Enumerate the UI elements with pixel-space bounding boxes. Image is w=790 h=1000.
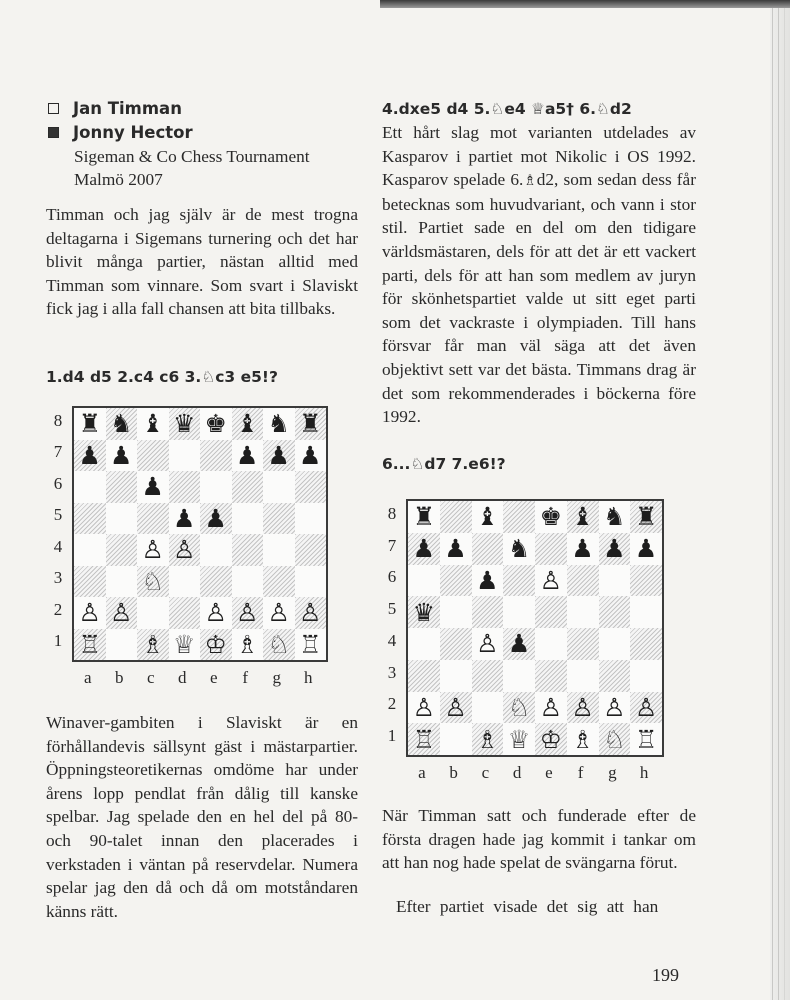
square-f7 (567, 533, 599, 565)
square-a4 (408, 628, 440, 660)
black-knight-icon: ♞ (110, 409, 133, 439)
square-b7 (440, 533, 472, 565)
square-c6 (472, 565, 504, 597)
event-place-year: Malmö 2007 (74, 170, 163, 189)
black-pawn-icon: ♟ (507, 629, 531, 659)
black-bishop-icon: ♝ (141, 409, 164, 439)
square-f5 (567, 596, 599, 628)
moves-text: e4 (504, 100, 532, 118)
square-c2 (472, 692, 504, 724)
square-a1 (408, 723, 440, 755)
square-d3 (503, 660, 535, 692)
square-d4 (169, 534, 201, 566)
square-h7 (630, 533, 662, 565)
square-c2 (137, 597, 169, 629)
square-f8 (232, 408, 264, 440)
file-label: d (512, 763, 522, 782)
square-d5 (169, 503, 201, 535)
square-f5 (232, 503, 264, 535)
black-rook-icon: ♜ (412, 502, 436, 532)
square-g7 (263, 440, 295, 472)
square-g5 (263, 503, 295, 535)
white-pawn-icon: ♙ (539, 565, 563, 595)
square-f2 (567, 692, 599, 724)
file-label: c (146, 668, 155, 687)
rank-label: 7 (387, 535, 397, 555)
comment-text: Ett hårt slag mot varianten utdelades av Kasparov i partiet mot Nikolic i OS 1992. Kasparov spelade 6. (382, 123, 696, 190)
square-f3 (567, 660, 599, 692)
white-bishop-icon: ♗ (571, 724, 594, 754)
square-g3 (263, 566, 295, 598)
black-bishop-icon: ♝ (236, 409, 259, 439)
page-edge-line (778, 8, 779, 1000)
bishop-figurine-icon: ♗ (523, 171, 537, 190)
square-f3 (232, 566, 264, 598)
square-a2 (408, 692, 440, 724)
moves-heading-2 (382, 100, 696, 118)
moves-text: d2 (609, 100, 632, 118)
rank-label: 7 (53, 442, 63, 462)
square-e2 (535, 692, 567, 724)
square-g3 (599, 660, 631, 692)
black-pawn-icon: ♟ (236, 440, 259, 470)
intro-paragraph: Timman och jag själv är de mest trogna deltagarna i Sigemans turnering och det har blivit många partier, nästan alltid med Timman som vinnare. Som svart i Slaviskt fick jag i alla fall chansen att bita tillbaks. (46, 205, 358, 319)
moves-text: 6... (382, 455, 411, 473)
event-name: Sigeman & Co Chess Tournament (74, 147, 310, 166)
square-g1 (599, 723, 631, 755)
rank-label: 4 (53, 536, 63, 556)
rank-label: 6 (53, 473, 63, 493)
black-pawn-icon: ♟ (204, 503, 227, 533)
square-f4 (567, 628, 599, 660)
rank-label: 3 (387, 662, 397, 682)
black-bishop-icon: ♝ (571, 502, 594, 532)
white-knight-icon: ♘ (141, 566, 164, 596)
file-label: h (304, 668, 313, 687)
white-pawn-icon: ♙ (78, 598, 101, 628)
square-h5 (630, 596, 662, 628)
page-edge-shadow (770, 0, 790, 1000)
square-e1 (200, 629, 232, 661)
square-a6 (408, 565, 440, 597)
comment-text: d2, som sedan dess får betecknas som huvudvariant, och vann i stor stil. Partiet sade en del om den tidigare världsmästaren, dels för att det är ett vackert parti, dels för att han som medlem av juryn för skönhetspartiet valde ut sitt eget parti som det vackraste i olympiaden. Till hans försvar får man väl säga att det även objektivt sett var det bästa. Timmans drag är det som rekommenderades i böckerna före 1992. (382, 170, 696, 427)
square-e6 (535, 565, 567, 597)
white-rook-icon: ♖ (412, 724, 436, 754)
square-b6 (440, 565, 472, 597)
black-rook-icon: ♜ (78, 409, 101, 439)
square-a3 (408, 660, 440, 692)
knight-figurine-icon: ♘ (490, 100, 505, 118)
file-label: f (577, 763, 584, 782)
hollow-square-icon (48, 103, 59, 114)
square-c7 (472, 533, 504, 565)
square-c5 (472, 596, 504, 628)
square-g6 (599, 565, 631, 597)
square-c5 (137, 503, 169, 535)
square-e8 (535, 501, 567, 533)
square-c8 (472, 501, 504, 533)
file-label: e (545, 763, 553, 782)
moves-text: 4.dxe5 d4 5. (382, 100, 491, 118)
page-edge-line (772, 8, 773, 1000)
square-a8 (74, 408, 106, 440)
square-f4 (232, 534, 264, 566)
square-a3 (74, 566, 106, 598)
square-h3 (630, 660, 662, 692)
white-pawn-icon: ♙ (236, 598, 259, 628)
square-d2 (503, 692, 535, 724)
square-d5 (503, 596, 535, 628)
square-b3 (440, 660, 472, 692)
square-a4 (74, 534, 106, 566)
black-pawn-icon: ♟ (571, 534, 594, 564)
square-f1 (232, 629, 264, 661)
rank-label: 1 (53, 631, 63, 651)
square-b8 (440, 501, 472, 533)
chessboard (72, 406, 328, 662)
white-pawn-icon: ♙ (444, 692, 467, 722)
moves-heading-1 (46, 368, 358, 386)
square-d6 (169, 471, 201, 503)
square-g2 (599, 692, 631, 724)
black-pawn-icon: ♟ (603, 534, 626, 564)
black-pawn-icon: ♟ (141, 472, 164, 502)
square-g8 (263, 408, 295, 440)
square-g2 (263, 597, 295, 629)
square-f6 (567, 565, 599, 597)
timman-paragraph: När Timman satt och funderade efter de första dragen hade jag kommit i tankar om att han nog hade spelat de svängarna förut. (382, 806, 696, 873)
file-label: a (418, 763, 426, 782)
square-b2 (440, 692, 472, 724)
white-queen-icon: ♕ (507, 724, 531, 754)
square-e4 (200, 534, 232, 566)
square-h8 (630, 501, 662, 533)
moves-text: c3 e5!? (215, 368, 278, 386)
square-f7 (232, 440, 264, 472)
rank-label: 2 (387, 694, 397, 714)
file-label: h (639, 763, 649, 782)
black-rook-icon: ♜ (299, 409, 322, 439)
square-a8 (408, 501, 440, 533)
scan-top-shadow (380, 0, 790, 8)
black-pawn-icon: ♟ (173, 503, 196, 533)
square-a5 (74, 503, 106, 535)
black-pawn-icon: ♟ (444, 534, 467, 564)
white-king-icon: ♔ (204, 629, 227, 659)
square-f8 (567, 501, 599, 533)
square-g4 (599, 628, 631, 660)
file-label: g (608, 763, 617, 782)
square-e6 (200, 471, 232, 503)
knight-figurine-icon: ♘ (410, 455, 425, 473)
white-rook-icon: ♖ (299, 629, 322, 659)
black-knight-icon: ♞ (603, 502, 626, 532)
white-bishop-icon: ♗ (236, 629, 259, 659)
black-pawn-icon: ♟ (299, 440, 322, 470)
rank-label: 5 (387, 599, 397, 619)
page-edge-line (784, 8, 785, 1000)
white-knight-icon: ♘ (267, 629, 290, 659)
white-pawn-icon: ♙ (476, 629, 499, 659)
square-e4 (535, 628, 567, 660)
square-b4 (440, 628, 472, 660)
white-rook-icon: ♖ (634, 724, 658, 754)
square-h3 (295, 566, 327, 598)
square-d1 (169, 629, 201, 661)
square-e1 (535, 723, 567, 755)
square-h8 (295, 408, 327, 440)
white-pawn-icon: ♙ (299, 598, 322, 628)
moves-text: a5† 6. (544, 100, 597, 118)
square-b5 (440, 596, 472, 628)
white-player (48, 97, 310, 121)
white-king-icon: ♔ (539, 724, 563, 754)
black-queen-icon: ♛ (173, 409, 196, 439)
square-b1 (106, 629, 138, 661)
square-c6 (137, 471, 169, 503)
file-label: f (242, 668, 249, 687)
rank-label: 8 (387, 503, 397, 523)
black-pawn-icon: ♟ (110, 440, 133, 470)
white-pawn-icon: ♙ (173, 535, 196, 565)
square-d1 (503, 723, 535, 755)
square-e3 (535, 660, 567, 692)
square-b1 (440, 723, 472, 755)
square-h6 (630, 565, 662, 597)
square-e8 (200, 408, 232, 440)
square-b4 (106, 534, 138, 566)
square-h1 (630, 723, 662, 755)
square-h4 (295, 534, 327, 566)
file-label: a (83, 668, 92, 687)
file-label: b (115, 668, 124, 687)
rank-label: 3 (53, 568, 63, 588)
black-pawn-icon: ♟ (412, 534, 436, 564)
white-pawn-icon: ♙ (571, 692, 594, 722)
black-player (48, 121, 310, 145)
black-player-name: Jonny Hector (73, 123, 193, 142)
white-bishop-icon: ♗ (476, 724, 499, 754)
square-d2 (169, 597, 201, 629)
square-h7 (295, 440, 327, 472)
file-label: e (209, 668, 218, 687)
square-c4 (137, 534, 169, 566)
rank-label: 2 (53, 599, 63, 619)
white-pawn-icon: ♙ (110, 598, 133, 628)
square-c4 (472, 628, 504, 660)
square-h5 (295, 503, 327, 535)
square-a7 (408, 533, 440, 565)
square-a5 (408, 596, 440, 628)
knight-figurine-icon: ♘ (201, 368, 216, 386)
square-d6 (503, 565, 535, 597)
square-g1 (263, 629, 295, 661)
chessboard (406, 499, 664, 757)
page-number: 199 (652, 965, 679, 985)
white-pawn-icon: ♙ (412, 692, 436, 722)
rank-label: 6 (387, 567, 397, 587)
black-knight-icon: ♞ (267, 409, 290, 439)
file-label: b (449, 763, 458, 782)
white-player-name: Jan Timman (73, 99, 182, 118)
square-e3 (200, 566, 232, 598)
square-b8 (106, 408, 138, 440)
queen-figurine-icon: ♕ (531, 100, 545, 118)
square-a2 (74, 597, 106, 629)
white-queen-icon: ♕ (173, 629, 196, 659)
square-d4 (503, 628, 535, 660)
square-f2 (232, 597, 264, 629)
square-h1 (295, 629, 327, 661)
square-g4 (263, 534, 295, 566)
white-knight-icon: ♘ (507, 692, 531, 722)
white-pawn-icon: ♙ (634, 692, 658, 722)
square-g5 (599, 596, 631, 628)
square-h2 (630, 692, 662, 724)
square-g6 (263, 471, 295, 503)
black-bishop-icon: ♝ (476, 502, 499, 532)
square-h6 (295, 471, 327, 503)
square-a1 (74, 629, 106, 661)
rank-label: 5 (53, 505, 63, 525)
square-d3 (169, 566, 201, 598)
square-e5 (535, 596, 567, 628)
moves-text: 1.d4 d5 2.c4 c6 3. (46, 368, 202, 386)
square-f1 (567, 723, 599, 755)
black-rook-icon: ♜ (634, 502, 658, 532)
moves-heading-3 (382, 455, 696, 473)
square-c8 (137, 408, 169, 440)
white-pawn-icon: ♙ (603, 692, 626, 722)
file-label: c (481, 763, 490, 782)
square-d7 (169, 440, 201, 472)
square-c3 (472, 660, 504, 692)
filled-square-icon (48, 127, 59, 138)
square-b3 (106, 566, 138, 598)
square-c1 (137, 629, 169, 661)
white-pawn-icon: ♙ (267, 598, 290, 628)
square-e5 (200, 503, 232, 535)
square-a6 (74, 471, 106, 503)
square-c3 (137, 566, 169, 598)
square-d8 (503, 501, 535, 533)
black-queen-icon: ♛ (412, 597, 436, 627)
file-label: g (272, 668, 281, 687)
square-a7 (74, 440, 106, 472)
black-king-icon: ♚ (539, 502, 563, 532)
black-pawn-icon: ♟ (476, 565, 499, 595)
file-label: d (178, 668, 187, 687)
square-g8 (599, 501, 631, 533)
square-b2 (106, 597, 138, 629)
rank-label: 4 (387, 630, 397, 650)
kasparov-paragraph (382, 121, 696, 429)
square-h4 (630, 628, 662, 660)
white-rook-icon: ♖ (78, 629, 101, 659)
square-e7 (535, 533, 567, 565)
black-knight-icon: ♞ (507, 534, 531, 564)
white-pawn-icon: ♙ (204, 598, 227, 628)
square-e7 (200, 440, 232, 472)
rank-label: 8 (53, 410, 63, 430)
winaver-paragraph: Winaver-gambiten i Slaviskt är en förhållandevis sällsynt gäst i mästarpartier. Öppningsteoretikernas omdöme har under årens lopp pendlat från dålig till kanske spelbar. Jag spelade den en hel del på 80- och 90-talet innan den placerades i verkstaden i väntan på reservdelar. Numera spelar jag den då och då om motståndaren känns rätt. (46, 713, 358, 921)
square-b6 (106, 471, 138, 503)
white-pawn-icon: ♙ (539, 692, 563, 722)
square-d7 (503, 533, 535, 565)
square-h2 (295, 597, 327, 629)
black-pawn-icon: ♟ (634, 534, 658, 564)
white-knight-icon: ♘ (603, 724, 626, 754)
square-b7 (106, 440, 138, 472)
square-b5 (106, 503, 138, 535)
moves-text: d7 7.e6!? (424, 455, 506, 473)
square-g7 (599, 533, 631, 565)
black-pawn-icon: ♟ (267, 440, 290, 470)
black-king-icon: ♚ (204, 409, 227, 439)
square-c7 (137, 440, 169, 472)
square-d8 (169, 408, 201, 440)
white-bishop-icon: ♗ (141, 629, 164, 659)
after-game-paragraph: Efter partiet visade det sig att han (396, 897, 659, 916)
square-e2 (200, 597, 232, 629)
black-pawn-icon: ♟ (78, 440, 101, 470)
square-c1 (472, 723, 504, 755)
rank-label: 1 (387, 726, 397, 746)
white-pawn-icon: ♙ (141, 535, 164, 565)
game-header (48, 97, 310, 191)
square-f6 (232, 471, 264, 503)
knight-figurine-icon: ♘ (596, 100, 610, 118)
